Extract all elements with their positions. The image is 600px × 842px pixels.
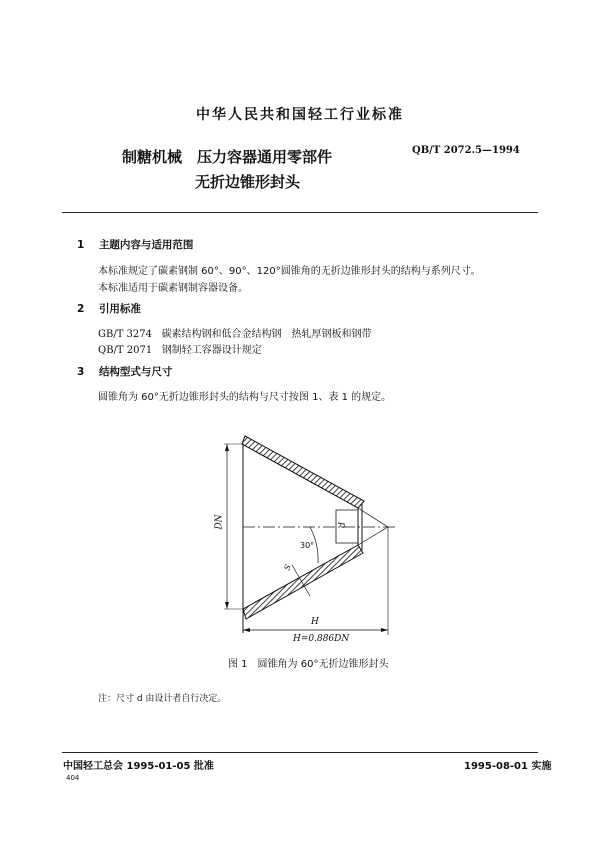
section-2-heading: 2 引用标准 xyxy=(77,303,141,315)
h-label: H xyxy=(311,617,319,627)
section-1-para2: 本标准适用于碳素钢制容器设备。 xyxy=(98,283,248,294)
approval-text: 中国轻工总会 1995-01-05 批准 xyxy=(63,761,214,772)
implementation-text: 1995-08-01 实施 xyxy=(464,761,552,772)
reference-item: GB/T 3274 碳素结构钢和低合金结构钢 热轧厚钢板和钢带 xyxy=(98,329,372,340)
title-line1: 制糖机械 压力容器通用零部件 xyxy=(122,148,333,166)
thickness-label: S xyxy=(282,563,293,572)
lower-wall xyxy=(243,545,363,619)
footer-rule xyxy=(62,752,538,753)
section-1-heading: 1 主题内容与适用范围 xyxy=(77,239,194,251)
org-standard-heading: 中华人民共和国轻工行业标准 xyxy=(196,107,404,123)
standard-number: QB/T 2072.5—1994 xyxy=(412,145,520,156)
title-line2: 无折边锥形封头 xyxy=(195,173,301,191)
upper-wall xyxy=(242,436,364,508)
figure-caption: 图 1 圆锥角为 60°无折边锥形封头 xyxy=(228,659,389,670)
d-label: d xyxy=(337,522,348,528)
page-number: 404 xyxy=(66,774,80,782)
dn-label: DN xyxy=(214,514,225,530)
section-1-para1: 本标准规定了碳素钢制 60°、90°、120°圆锥角的无折边锥形封头的结构与系列尺寸。 xyxy=(98,266,481,277)
reference-item: QB/T 2071 钢制轻工容器设计规定 xyxy=(98,345,262,356)
section-3-para1: 圆锥角为 60°无折边锥形封头的结构与尺寸按图 1、表 1 的规定。 xyxy=(98,392,392,403)
formula-label: H=0.886DN xyxy=(293,634,350,644)
section-3-heading: 3 结构型式与尺寸 xyxy=(77,366,173,378)
angle-label: 30° xyxy=(300,541,315,550)
note: 注：尺寸 d 由设计者自行决定。 xyxy=(98,694,227,704)
